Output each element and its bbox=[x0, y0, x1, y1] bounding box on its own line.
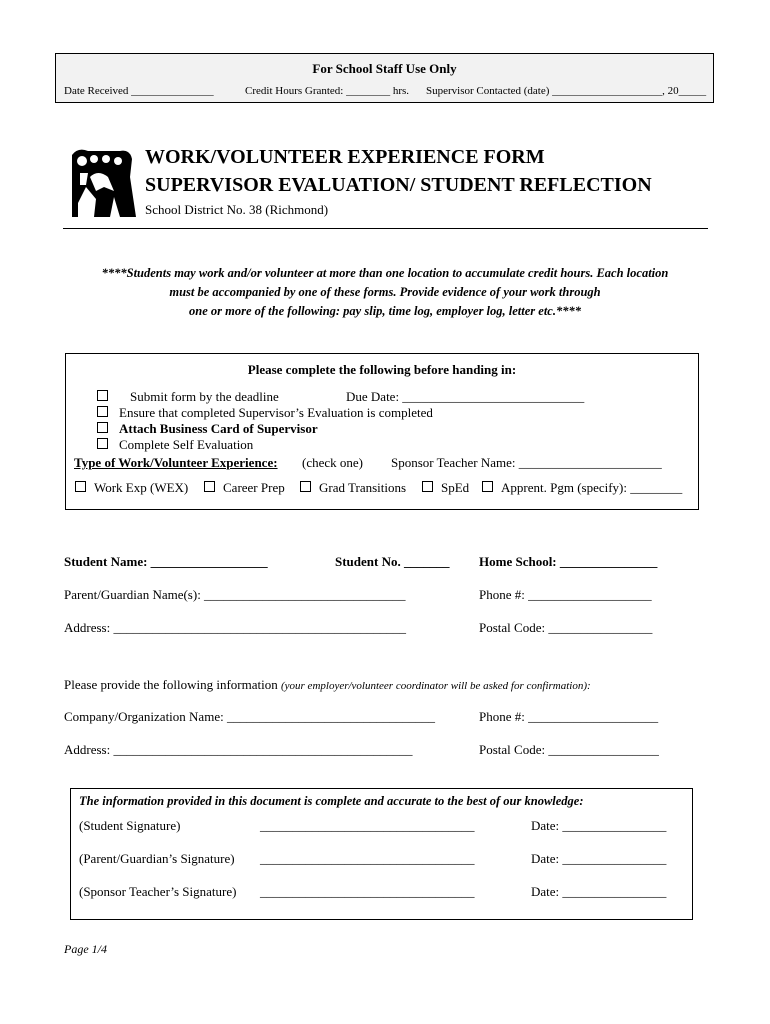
staff-use-box bbox=[55, 53, 714, 103]
grad-transitions-checkbox[interactable] bbox=[300, 481, 311, 492]
home-school-field[interactable]: Home School: _______________ bbox=[479, 554, 658, 569]
employer-intro-note: (your employer/volunteer coordinator will be asked for confirmation): bbox=[280, 680, 591, 692]
district-name: School District No. 38 (Richmond) bbox=[145, 202, 329, 217]
business-card-label: Attach Business Card of Supervisor bbox=[119, 421, 318, 436]
parent-signature-label: (Parent/Guardian’s Signature) bbox=[79, 851, 235, 866]
career-prep-label: Career Prep bbox=[223, 480, 285, 495]
student-signature-date[interactable]: Date: ________________ bbox=[531, 818, 667, 833]
school-district-logo-icon bbox=[70, 147, 136, 219]
sponsor-signature-line[interactable]: _________________________________ bbox=[260, 884, 475, 899]
student-number-field[interactable]: Student No. _______ bbox=[335, 554, 450, 569]
checklist-box bbox=[65, 353, 699, 510]
business-card-checkbox[interactable] bbox=[97, 422, 108, 433]
notice-line2: must be accompanied by one of these forms. Provide evidence of your work through bbox=[169, 285, 601, 299]
credit-hours-field[interactable]: Credit Hours Granted: ________ hrs. bbox=[245, 85, 410, 97]
work-exp-label: Work Exp (WEX) bbox=[94, 480, 189, 495]
due-date-field[interactable]: Due Date: ____________________________ bbox=[346, 389, 585, 404]
grad-transitions-label: Grad Transitions bbox=[319, 480, 407, 495]
page-number: Page 1/4 bbox=[64, 942, 107, 956]
notice-line1: ****Students may work and/or volunteer at more than one location to accumulate credit hours. Each location bbox=[101, 266, 669, 280]
company-address-field[interactable]: Address: ______________________________________________ bbox=[64, 742, 413, 757]
employer-intro bbox=[64, 677, 591, 693]
sponsor-signature-label: (Sponsor Teacher’s Signature) bbox=[79, 884, 237, 899]
form-title-line1: WORK/VOLUNTEER EXPERIENCE FORM bbox=[145, 146, 545, 168]
parent-name-field[interactable]: Parent/Guardian Name(s): _______________________________ bbox=[64, 587, 406, 602]
student-address-field[interactable]: Address: _____________________________________________ bbox=[64, 620, 406, 635]
supervisor-contacted-field[interactable]: Supervisor Contacted (date) ____________________, 20_____ bbox=[426, 85, 707, 97]
self-evaluation-checkbox[interactable] bbox=[97, 438, 108, 449]
apprenticeship-label[interactable]: Apprent. Pgm (specify): ________ bbox=[501, 480, 683, 495]
header-divider bbox=[63, 228, 708, 229]
supervisor-evaluation-label: Ensure that completed Supervisor’s Evaluation is completed bbox=[119, 405, 433, 420]
parent-signature-line[interactable]: _________________________________ bbox=[260, 851, 475, 866]
self-evaluation-label: Complete Self Evaluation bbox=[119, 437, 254, 452]
student-signature-label: (Student Signature) bbox=[79, 818, 181, 833]
deadline-label: Submit form by the deadline bbox=[130, 389, 279, 404]
experience-type-hint: (check one) bbox=[302, 455, 363, 470]
staff-use-title: For School Staff Use Only bbox=[312, 61, 457, 76]
sponsor-teacher-field[interactable]: Sponsor Teacher Name: ______________________ bbox=[391, 455, 662, 470]
date-received-field[interactable]: Date Received _______________ bbox=[64, 85, 214, 97]
sponsor-signature-date[interactable]: Date: ________________ bbox=[531, 884, 667, 899]
apprenticeship-checkbox[interactable] bbox=[482, 481, 493, 492]
student-phone-field[interactable]: Phone #: ___________________ bbox=[479, 587, 652, 602]
student-name-field[interactable]: Student Name: __________________ bbox=[64, 554, 268, 569]
company-phone-field[interactable]: Phone #: ____________________ bbox=[479, 709, 659, 724]
work-exp-checkbox[interactable] bbox=[75, 481, 86, 492]
sped-label: SpEd bbox=[441, 480, 470, 495]
deadline-checkbox[interactable] bbox=[97, 390, 108, 401]
student-signature-line[interactable]: _________________________________ bbox=[260, 818, 475, 833]
accuracy-statement: The information provided in this document is complete and accurate to the best of our knowledge: bbox=[79, 794, 584, 808]
career-prep-checkbox[interactable] bbox=[204, 481, 215, 492]
student-postal-field[interactable]: Postal Code: ________________ bbox=[479, 620, 653, 635]
sped-checkbox[interactable] bbox=[422, 481, 433, 492]
checklist-title: Please complete the following before handing in: bbox=[247, 362, 517, 377]
company-postal-field[interactable]: Postal Code: _________________ bbox=[479, 742, 659, 757]
experience-type-label: Type of Work/Volunteer Experience: bbox=[74, 455, 278, 470]
form-title-line2: SUPERVISOR EVALUATION/ STUDENT REFLECTION bbox=[145, 174, 652, 196]
employer-intro-text: Please provide the following information bbox=[64, 677, 278, 692]
supervisor-evaluation-checkbox[interactable] bbox=[97, 406, 108, 417]
notice-line3: one or more of the following: pay slip, time log, employer log, letter etc.**** bbox=[189, 304, 581, 318]
parent-signature-date[interactable]: Date: ________________ bbox=[531, 851, 667, 866]
company-name-field[interactable]: Company/Organization Name: ________________________________ bbox=[64, 709, 435, 724]
signature-box bbox=[70, 788, 693, 920]
